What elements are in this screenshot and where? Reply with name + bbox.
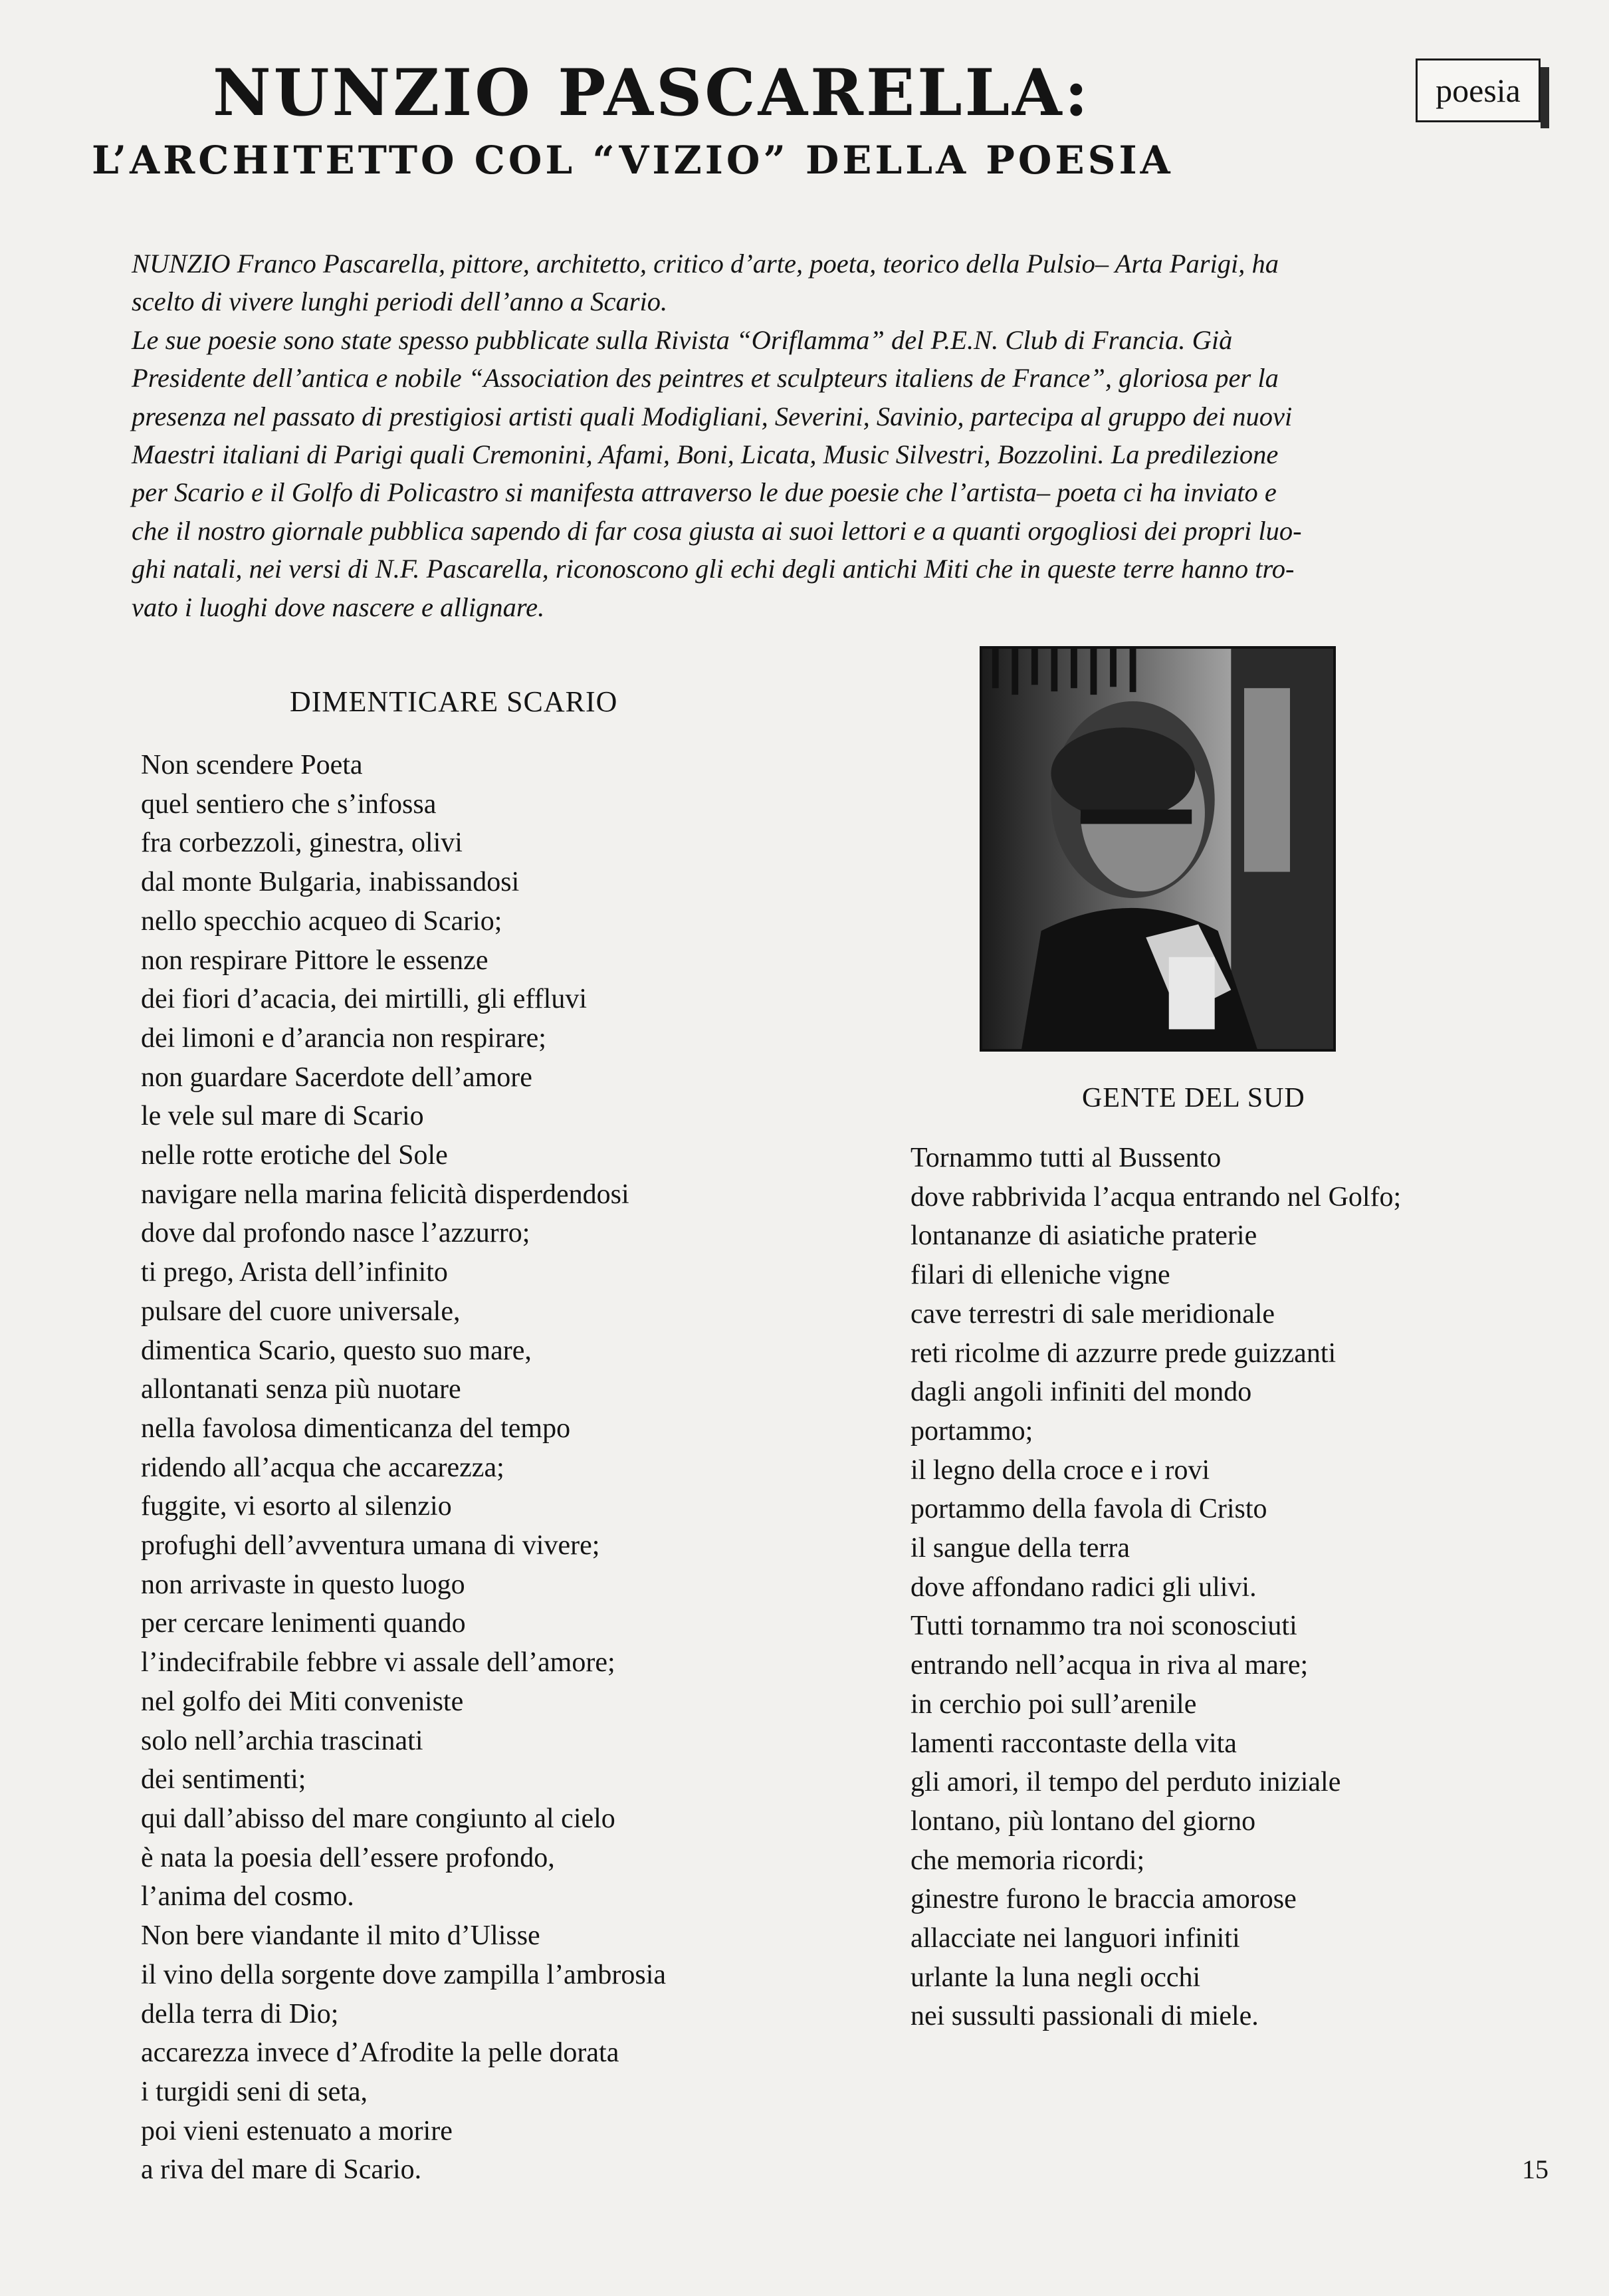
intro-line: presenza nel passato di prestigiosi artisti quali Modigliani, Severini, Savinio, partecipa al gruppo dei nuovi [132,401,1293,431]
section-badge: poesia [1416,58,1541,122]
poem-line: è nata la poesia dell’essere profondo, [141,1842,555,1873]
poem-line: non guardare Sacerdote dell’amore [141,1062,532,1093]
poem-line: lontananze di asiatiche praterie [911,1220,1257,1252]
poem-line: portammo della favola di Cristo [911,1494,1267,1525]
intro-line: per Scario e il Golfo di Policastro si manifesta attraverso le due poesie che l’artista– poeta ci ha inviato e [132,477,1277,508]
poem-line: dimentica Scario, questo suo mare, [141,1335,532,1366]
intro-line: vato i luoghi dove nascere e allignare. [132,592,545,622]
poem-line: ti prego, Arista dell’infinito [141,1257,448,1288]
poem-line: che memoria ricordi; [911,1845,1145,1876]
poem-line: reti ricolme di azzurre prede guizzanti [911,1337,1337,1369]
poem-line: l’anima del cosmo. [141,1881,354,1912]
poem-line: quel sentiero che s’infossa [141,788,437,820]
intro-line: ghi natali, nei versi di N.F. Pascarella, riconoscono gli echi degli antichi Miti che in queste terre hanno tro- [132,554,1295,584]
intro-line: che il nostro giornale pubblica sapendo di far cosa giusta ai suoi lettori e a quanti orgogliosi dei propri luo- [132,515,1302,546]
poem-line: fuggite, vi esorto al silenzio [141,1491,452,1522]
poem-line: non arrivaste in questo luogo [141,1569,465,1600]
poem-line: fra corbezzoli, ginestra, olivi [141,828,463,859]
intro-line: Le sue poesie sono state spesso pubblicate sulla Rivista “Oriflamma” del P.E.N. Club di Francia. Già [132,324,1233,355]
author-photo [980,646,1336,1052]
poem-line: in cerchio poi sull’arenile [911,1688,1197,1720]
poem-line: entrando nell’acqua in riva al mare; [911,1650,1309,1681]
poem-title-dimenticare-scario: DIMENTICARE SCARIO [290,685,618,718]
poem-line: per cercare lenimenti quando [141,1608,466,1639]
poem-line: qui dall’abisso del mare congiunto al cielo [141,1803,615,1834]
poem-line: filari di elleniche vigne [911,1260,1170,1291]
poem-line: dove affondano radici gli ulivi. [911,1571,1257,1603]
poem-line: Tutti tornammo tra noi sconosciuti [911,1611,1297,1642]
poem-line: poi vieni estenuato a morire [141,2115,453,2146]
poem-line: il vino della sorgente dove zampilla l’ambrosia [141,1959,667,1990]
poem-line: nello specchio acqueo di Scario; [141,905,502,937]
poem-dimenticare-scario [141,746,925,2190]
page-subtitle: L’ARCHITETTO COL “VIZIO” DELLA POESIA [92,138,1174,183]
poem-line: dove dal profondo nasce l’azzurro; [141,1218,530,1249]
poem-line: ridendo all’acqua che accarezza; [141,1452,504,1483]
poem-line: Non bere viandante il mito d’Ulisse [141,1920,540,1952]
poem-line: nelle rotte erotiche del Sole [141,1140,448,1171]
poem-line: solo nell’archia trascinati [141,1725,423,1756]
poem-line: l’indecifrabile febbre vi assale dell’amore; [141,1647,615,1678]
poem-line: nei sussulti passionali di miele. [911,2001,1259,2032]
poem-line: gli amori, il tempo del perduto iniziale [911,1767,1341,1798]
poem-line: Non scendere Poeta [141,750,363,780]
intro-paragraph [132,245,1560,626]
poem-title-gente-del-sud: GENTE DEL SUD [1082,1083,1305,1113]
poem-line: dei sentimenti; [141,1764,306,1795]
intro-line: Presidente dell’antica e nobile “Association des peintres et sculpteurs italiens de France”, gloriosa per la [132,363,1279,394]
poem-line: nel golfo dei Miti conveniste [141,1686,464,1717]
poem-line: i turgidi seni di seta, [141,2076,368,2107]
poem-line: ginestre furono le braccia amorose [911,1884,1297,1915]
intro-line: Maestri italiani di Parigi quali Cremonini, Afami, Boni, Licata, Music Silvestri, Bozzolini. La predilezione [132,439,1279,470]
poem-line: dagli angoli infiniti del mondo [911,1377,1252,1408]
poem-line: Tornammo tutti al Bussento [911,1143,1222,1173]
poem-line: pulsare del cuore universale, [141,1296,461,1327]
poem-gente-del-sud [911,1139,1575,2036]
poem-line: urlante la luna negli occhi [911,1962,1201,1993]
poem-line: cave terrestri di sale meridionale [911,1298,1275,1329]
poem-line: lamenti raccontaste della vita [911,1728,1237,1759]
poem-line: dove rabbrivida l’acqua entrando nel Golfo; [911,1181,1402,1212]
author-portrait-image [982,649,1333,1049]
poem-line: a riva del mare di Scario. [141,2154,422,2186]
poem-line: accarezza invece d’Afrodite la pelle dorata [141,2037,619,2069]
poem-line: dei fiori d’acacia, dei mirtilli, gli effluvi [141,984,587,1015]
poem-line: nella favolosa dimenticanza del tempo [141,1413,571,1444]
poem-line: non respirare Pittore le essenze [141,945,488,976]
poem-line: dei limoni e d’arancia non respirare; [141,1022,546,1054]
poem-line: portammo; [911,1415,1033,1446]
poem-line: le vele sul mare di Scario [141,1101,424,1132]
intro-line: scelto di vivere lunghi periodi dell’anno a Scario. [132,287,668,317]
page-number: 15 [1522,2154,1549,2184]
poem-line: profughi dell’avventura umana di vivere; [141,1530,600,1561]
poem-line: allacciate nei languori infiniti [911,1923,1240,1954]
poem-line: dal monte Bulgaria, inabissandosi [141,867,520,898]
page-title: NUNZIO PASCARELLA: [213,55,1091,130]
intro-line: NUNZIO Franco Pascarella, pittore, architetto, critico d’arte, poeta, teorico della Pulsio– Arta Parigi, ha [132,249,1279,279]
poem-line: il legno della croce e i rovi [911,1454,1210,1486]
poem-line: della terra di Dio; [141,1998,339,2029]
poem-line: navigare nella marina felicità disperdendosi [141,1179,629,1210]
poem-line: il sangue della terra [911,1533,1130,1564]
poem-line: lontano, più lontano del giorno [911,1805,1256,1837]
poem-line: allontanati senza più nuotare [141,1374,461,1405]
